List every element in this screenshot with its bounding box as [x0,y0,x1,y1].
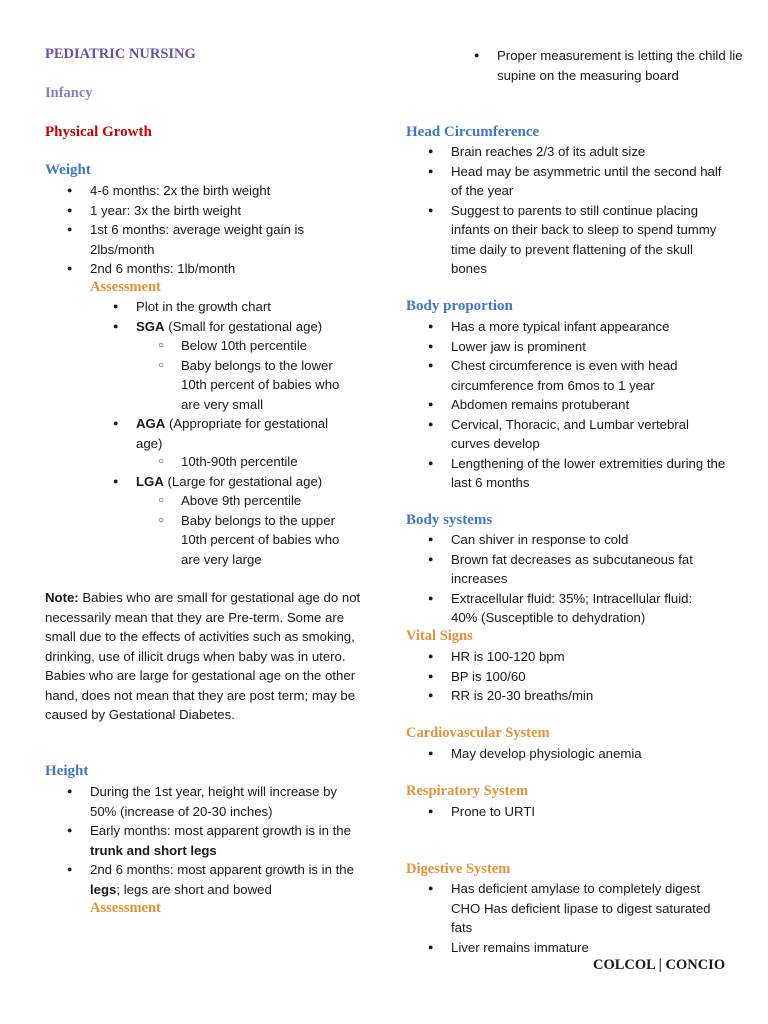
list-item: ● Early months: most apparent growth is in the trunk and short legs [45,821,355,860]
list-item: ● HR is 100-120 bpm [406,647,716,667]
aga-sublist [45,452,355,472]
list-item: ● 1st 6 months: average weight gain is 2lbs/month [45,220,335,259]
list-item: ● LGA (Large for gestational age) [45,472,365,492]
respiratory-list [406,802,716,822]
heading-cardiovascular: Cardiovascular System [406,725,550,741]
list-item: ● 4-6 months: 2x the birth weight [45,181,335,201]
aga-label: AGA [136,416,166,431]
list-item: ● Brown fat decreases as subcutaneous fat increases [406,550,718,589]
lga-list [45,472,365,492]
digestive-list [406,879,721,957]
list-item: ● AGA (Appropriate for gestational age) [45,414,345,453]
note-paragraph: Note: Babies who are small for gestational age do not necessarily mean that they are Pre-term. Some are small due to the effects of activities such as smoking, drinking, use of illicit drugs when baby was in utero. Babies who are large for gestational age on the other hand, does not mean that they are post term; may be caused by Gestational Diabetes. [45,590,361,722]
list-item: ● Can shiver in response to cold [406,530,718,550]
list-item: ● Abdomen remains protuberant [406,395,728,415]
list-item: ○ Below 10th percentile [45,336,355,356]
head-list [406,142,726,279]
body-systems-list [406,530,718,628]
document-title: PEDIATRIC NURSING [45,46,196,62]
heading-height: Height [45,763,89,779]
list-item: ● Lower jaw is prominent [406,337,728,357]
heading-height-assessment: Assessment [90,900,161,916]
list-item: ○ Baby belongs to the lower 10th percent of babies who are very small [45,356,355,415]
cardiovascular-list [406,744,716,764]
heading-digestive: Digestive System [406,861,511,877]
footer-authors: COLCOL | CONCIO [593,957,726,973]
list-item: ● 2nd 6 months: 1lb/month [45,259,335,279]
heading-vital-signs: Vital Signs [406,628,473,644]
list-item: ● Liver remains immature [406,938,721,958]
list-item: ○ Baby belongs to the upper 10th percent of babies who are very large [45,511,355,570]
list-item: ● Head may be asymmetric until the second half of the year [406,162,726,201]
lga-label: LGA [136,474,164,489]
list-item: ● 2nd 6 months: most apparent growth is in the legs; legs are short and bowed [45,860,355,899]
heading-head-circumference: Head Circumference [406,124,540,140]
heading-body-systems: Body systems [406,512,493,528]
list-item: ● BP is 100/60 [406,667,716,687]
heading-respiratory: Respiratory System [406,783,529,799]
section-infancy: Infancy [45,85,93,101]
list-item: ○ Above 9th percentile [45,491,355,511]
heading-weight: Weight [45,162,91,178]
heading-weight-assessment: Assessment [90,279,161,295]
list-item: ○ 10th-90th percentile [45,452,355,472]
list-item: ● Brain reaches 2/3 of its adult size [406,142,726,162]
list-item: ● Has deficient amylase to completely digest CHO Has deficient lipase to digest saturated fats [406,879,721,938]
lga-sublist [45,491,355,569]
heading-body-proportion: Body proportion [406,298,513,314]
weight-list [45,181,335,279]
list-item: ● Chest circumference is even with head circumference from 6mos to 1 year [406,356,728,395]
list-item: ● Extracellular fluid: 35%; Intracellular fluid: 40% (Susceptible to dehydration) [406,589,718,628]
measurement-list [452,46,752,85]
list-item: ● Prone to URTI [406,802,716,822]
heading-physical-growth: Physical Growth [45,124,152,140]
aga-list [45,414,345,453]
list-item: ● Lengthening of the lower extremities during the last 6 months [406,454,728,493]
height-list [45,782,355,899]
sga-sublist [45,336,355,414]
list-item: ● Suggest to parents to still continue placing infants on their back to sleep to spend tummy time daily to prevent flattening of the skull bones [406,201,726,279]
list-item: ● Has a more typical infant appearance [406,317,728,337]
list-item: ● Cervical, Thoracic, and Lumbar vertebral curves develop [406,415,728,454]
list-item: ● RR is 20-30 breaths/min [406,686,716,706]
list-item: ● Proper measurement is letting the child lie supine on the measuring board [452,46,752,85]
list-item: ● Plot in the growth chart [45,297,345,317]
list-item: ● 1 year: 3x the birth weight [45,201,335,221]
list-item: ● During the 1st year, height will increase by 50% (increase of 20-30 inches) [45,782,355,821]
list-item: ● SGA (Small for gestational age) [45,317,345,337]
body-proportion-list [406,317,728,493]
list-item: ● May develop physiologic anemia [406,744,716,764]
sga-label: SGA [136,318,165,334]
vital-signs-list [406,647,716,706]
note-label: Note: [45,590,79,605]
assessment-list [45,297,345,336]
